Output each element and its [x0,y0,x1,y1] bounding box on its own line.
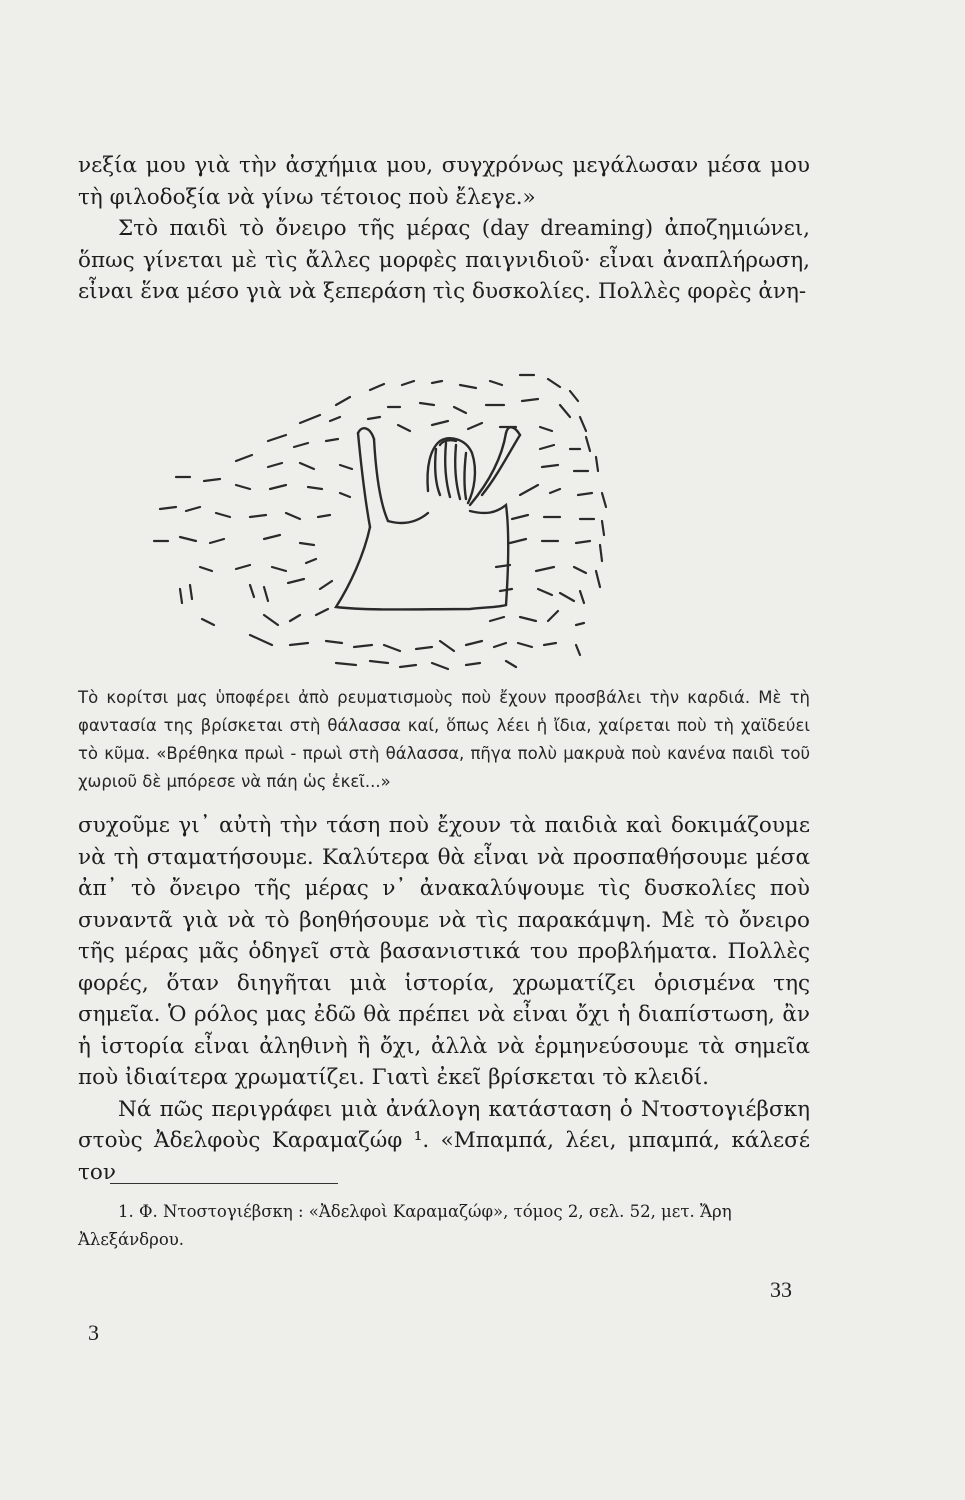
paragraph: συχοῦμε γι᾿ αὐτὴ τὴν τάση ποὺ ἔχουν τὰ παιδιὰ καὶ δοκιμάζουμε νὰ τὴ σταματήσουμε. Καλύτερα θὰ εἶναι νὰ προσπαθήσουμε μέσα ἀπ᾿ τὸ ὄνειρο τῆς μέρας ν᾿ ἀνακαλύψουμε τὶς δυσκολίες ποὺ συναντᾶ γιὰ νὰ τὸ βοηθήσουμε νὰ τὶς παρακάμψη. Μὲ τὸ ὄνειρο τῆς μέρας μᾶς ὁδηγεῖ στὰ βασανιστικά του προβλήματα. Πολλὲς φορές, ὅταν διηγῆται μιὰ ἱστορία, χρωματίζει ὁρισμένα της σημεῖα. Ὁ ρόλος μας ἐδῶ θὰ πρέπει νὰ εἶναι ὄχι ἡ διαπίστωση, ἂν ἡ ἱστορία εἶναι ἀληθινὴ ἢ ὄχι, ἀλλὰ νὰ ἑρμηνεύσουμε τὰ σημεῖα ποὺ ἰδιαίτερα χρωματίζει. Γιατὶ ἐκεῖ βρίσκεται τὸ κλειδί. [78,813,810,1090]
body-text-top [78,150,810,308]
footnote-divider [110,1183,338,1184]
footnote-text: 1. Φ. Ντοστογιέβσκη : «Ἀδελφοὶ Καραμαζώφ», τόμος 2, σελ. 52, μετ. Ἄρη Ἀλεξάνδρου. [78,1202,732,1249]
caption-text: Τὸ κορίτσι μας ὑποφέρει ἀπὸ ρευματισμοὺς ποὺ ἔχουν προσβάλει τὴν καρδιά. Μὲ τὴ φαντασία της βρίσκεται στὴ θάλασσα καί, ὅπως λέει ἡ ἴδια, χαίρεται ποὺ τὴ χαϊδεύει τὸ κῦμα. «Βρέθηκα πρωὶ - πρωὶ στὴ θάλασσα, πῆγα πολὺ μακρυὰ ποὺ κανένα παιδὶ τοῦ χωριοῦ δὲ μπόρεσε νὰ πάη ὡς ἐκεῖ...» [78,688,810,791]
footnote [78,1198,810,1254]
body-text-bottom [78,810,810,1188]
child-sea-drawing [140,345,700,680]
girl-figure [336,427,520,609]
paragraph: Στὸ παιδὶ τὸ ὄνειρο τῆς μέρας (day dreaming) ἀποζημιώνει, ὅπως γίνεται μὲ τὶς ἄλλες μορφὲς παιγνιδιοῦ· εἶναι ἀναπλήρωση, εἶναι ἕνα μέσο γιὰ νὰ ξεπεράση τὶς δυσκολίες. Πολλὲς φορὲς ἀνη- [78,216,810,304]
wave-strokes [154,375,606,669]
signature-mark: 3 [88,1320,99,1345]
figure-caption [78,684,810,796]
paragraph: Νά πῶς περιγράφει μιὰ ἀνάλογη κατάσταση ὁ Ντοστογιέβσκη στοὺς Ἀδελφοὺς Καραμαζώφ ¹. «Μπαμπά, λέει, μπαμπά, κάλεσέ τον [78,1096,810,1185]
page-number: 33 [770,1277,792,1302]
paragraph: νεξία μου γιὰ τὴν ἀσχήμια μου, συγχρόνως μεγάλωσαν μέσα μου τὴ φιλοδοξία νὰ γίνω τέτοιος ποὺ ἔλεγε.» [78,153,810,210]
